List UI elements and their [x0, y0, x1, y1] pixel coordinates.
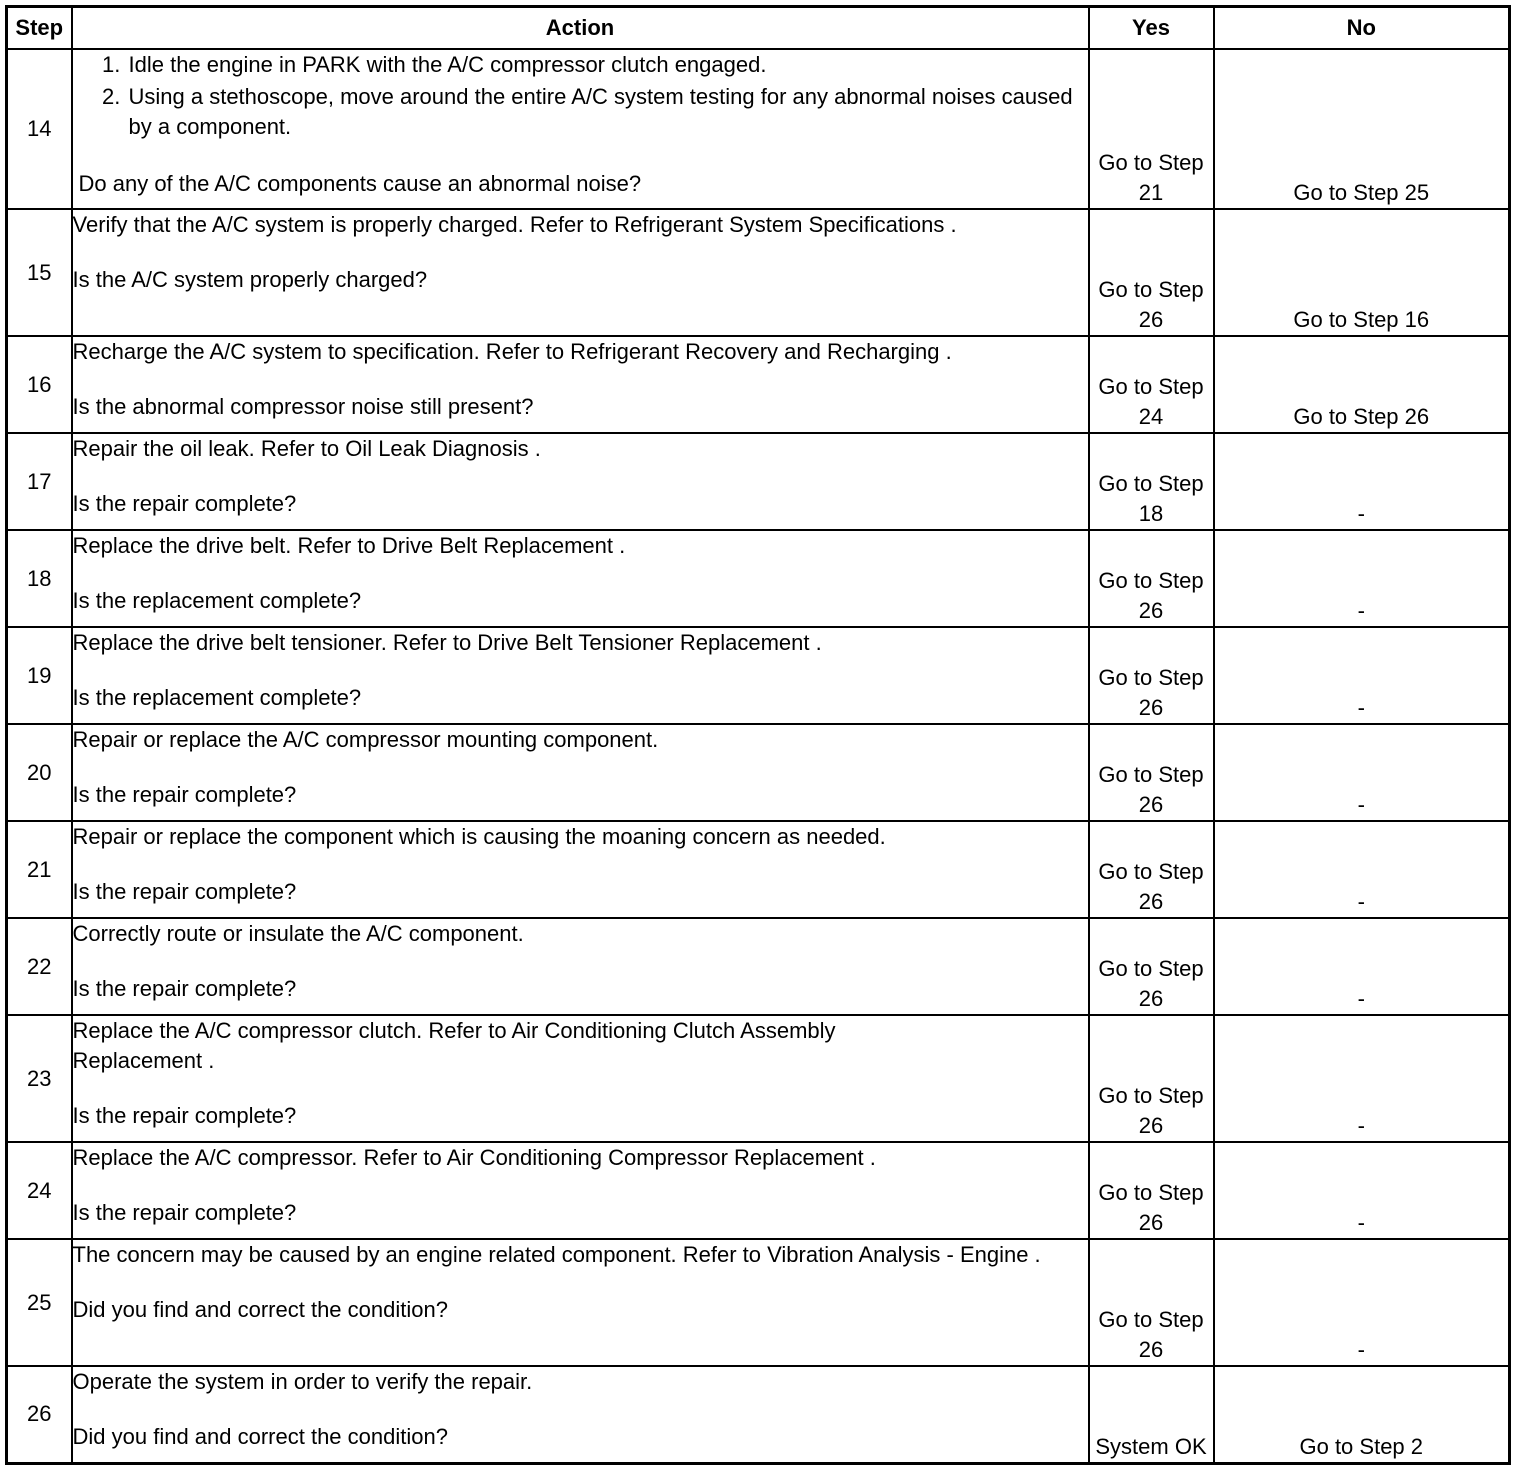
no-cell: Go to Step 2: [1214, 1366, 1510, 1463]
step-question: Did you find and correct the condition?: [72, 1424, 448, 1449]
diagnostic-steps-table: [5, 5, 1511, 1465]
step-question: Is the repair complete?: [72, 1103, 297, 1128]
step-question: Is the A/C system properly charged?: [72, 267, 428, 292]
substep-item: 2. Using a stethoscope, move around the entire A/C system testing for any abnormal noises caused by a component.: [127, 82, 1088, 142]
yes-cell: Go to Step 21: [1089, 49, 1214, 209]
no-cell: -: [1214, 627, 1510, 724]
step-question: Is the repair complete?: [72, 782, 297, 807]
action-cell: [72, 1015, 1089, 1142]
no-cell: -: [1214, 433, 1510, 530]
step-number: 22: [7, 918, 72, 1015]
no-cell: -: [1214, 724, 1510, 821]
table-row: [7, 1015, 1510, 1142]
table-row: [7, 1142, 1510, 1239]
step-number: 26: [7, 1366, 72, 1463]
action-cell: [72, 724, 1089, 821]
yes-cell: Go to Step 26: [1089, 724, 1214, 821]
yes-cell: Go to Step 26: [1089, 1142, 1214, 1239]
step-action-text: Repair or replace the component which is causing the moaning concern as needed.: [72, 824, 886, 849]
no-cell: Go to Step 16: [1214, 209, 1510, 336]
substep-item: 1. Idle the engine in PARK with the A/C compressor clutch engaged.: [127, 50, 1088, 80]
step-action-text: The concern may be caused by an engine related component. Refer to Vibration Analysis - Engine .: [72, 1242, 1041, 1267]
table-row: [7, 724, 1510, 821]
table-row: [7, 821, 1510, 918]
step-number: 24: [7, 1142, 72, 1239]
header-step: Step: [7, 7, 72, 50]
yes-cell: Go to Step 26: [1089, 209, 1214, 336]
yes-cell: System OK: [1089, 1366, 1214, 1463]
step-number: 21: [7, 821, 72, 918]
header-yes: Yes: [1089, 7, 1214, 50]
step-number: 20: [7, 724, 72, 821]
table-row: [7, 1239, 1510, 1366]
table-row: [7, 209, 1510, 336]
step-action-text: Recharge the A/C system to specification. Refer to Refrigerant Recovery and Recharging .: [72, 339, 952, 364]
step-question: Is the repair complete?: [72, 1200, 297, 1225]
action-cell: [72, 821, 1089, 918]
yes-cell: Go to Step 26: [1089, 627, 1214, 724]
action-cell: [72, 530, 1089, 627]
table-row: [7, 49, 1510, 209]
step-question: Is the replacement complete?: [72, 588, 362, 613]
no-cell: -: [1214, 821, 1510, 918]
yes-cell: Go to Step 18: [1089, 433, 1214, 530]
step-number: 15: [7, 209, 72, 336]
table-row: [7, 918, 1510, 1015]
step-action-text: Replace the drive belt tensioner. Refer to Drive Belt Tensioner Replacement .: [72, 630, 822, 655]
yes-cell: Go to Step 24: [1089, 336, 1214, 433]
step-number: 17: [7, 433, 72, 530]
yes-cell: Go to Step 26: [1089, 530, 1214, 627]
table-row: [7, 530, 1510, 627]
step-question: Is the repair complete?: [72, 491, 297, 516]
step-number: 18: [7, 530, 72, 627]
step-question: Is the repair complete?: [72, 879, 297, 904]
step-action-text: Replace the A/C compressor clutch. Refer to Air Conditioning Clutch Assembly Replacement .: [72, 1018, 836, 1073]
action-cell: [72, 627, 1089, 724]
step-question: Did you find and correct the condition?: [72, 1297, 448, 1322]
table-row: [7, 336, 1510, 433]
step-action-text: Correctly route or insulate the A/C component.: [72, 921, 524, 946]
action-cell: [72, 1239, 1089, 1366]
action-cell: [72, 433, 1089, 530]
table-row: [7, 627, 1510, 724]
step-question: Is the replacement complete?: [72, 685, 362, 710]
yes-cell: Go to Step 26: [1089, 1239, 1214, 1366]
step-question: Is the abnormal compressor noise still present?: [72, 394, 534, 419]
step-action-text: Verify that the A/C system is properly charged. Refer to Refrigerant System Specifications .: [72, 212, 957, 237]
step-action-text: Operate the system in order to verify the repair.: [72, 1369, 533, 1394]
step-number: 25: [7, 1239, 72, 1366]
yes-cell: Go to Step 26: [1089, 918, 1214, 1015]
action-cell: [72, 49, 1089, 209]
table-row: [7, 433, 1510, 530]
step-number: 14: [7, 49, 72, 209]
action-cell: [72, 1142, 1089, 1239]
action-cell: [72, 918, 1089, 1015]
action-cell: [72, 336, 1089, 433]
step-action-text: Repair or replace the A/C compressor mounting component.: [72, 727, 659, 752]
action-cell: [72, 209, 1089, 336]
step-action-text: Replace the A/C compressor. Refer to Air Conditioning Compressor Replacement .: [72, 1145, 876, 1170]
substep-list: [93, 50, 1088, 142]
no-cell: Go to Step 25: [1214, 49, 1510, 209]
step-question: Do any of the A/C components cause an abnormal noise?: [78, 171, 642, 196]
no-cell: -: [1214, 1015, 1510, 1142]
step-question: Is the repair complete?: [72, 976, 297, 1001]
header-action: Action: [72, 7, 1089, 50]
step-action-text: Replace the drive belt. Refer to Drive Belt Replacement .: [72, 533, 626, 558]
step-number: 16: [7, 336, 72, 433]
step-action-text: Repair the oil leak. Refer to Oil Leak Diagnosis .: [72, 436, 541, 461]
step-number: 19: [7, 627, 72, 724]
yes-cell: Go to Step 26: [1089, 1015, 1214, 1142]
header-row: [7, 7, 1510, 50]
no-cell: Go to Step 26: [1214, 336, 1510, 433]
yes-cell: Go to Step 26: [1089, 821, 1214, 918]
header-no: No: [1214, 7, 1510, 50]
table-row: [7, 1366, 1510, 1463]
no-cell: -: [1214, 1142, 1510, 1239]
no-cell: -: [1214, 1239, 1510, 1366]
action-cell: [72, 1366, 1089, 1463]
no-cell: -: [1214, 530, 1510, 627]
step-number: 23: [7, 1015, 72, 1142]
no-cell: -: [1214, 918, 1510, 1015]
